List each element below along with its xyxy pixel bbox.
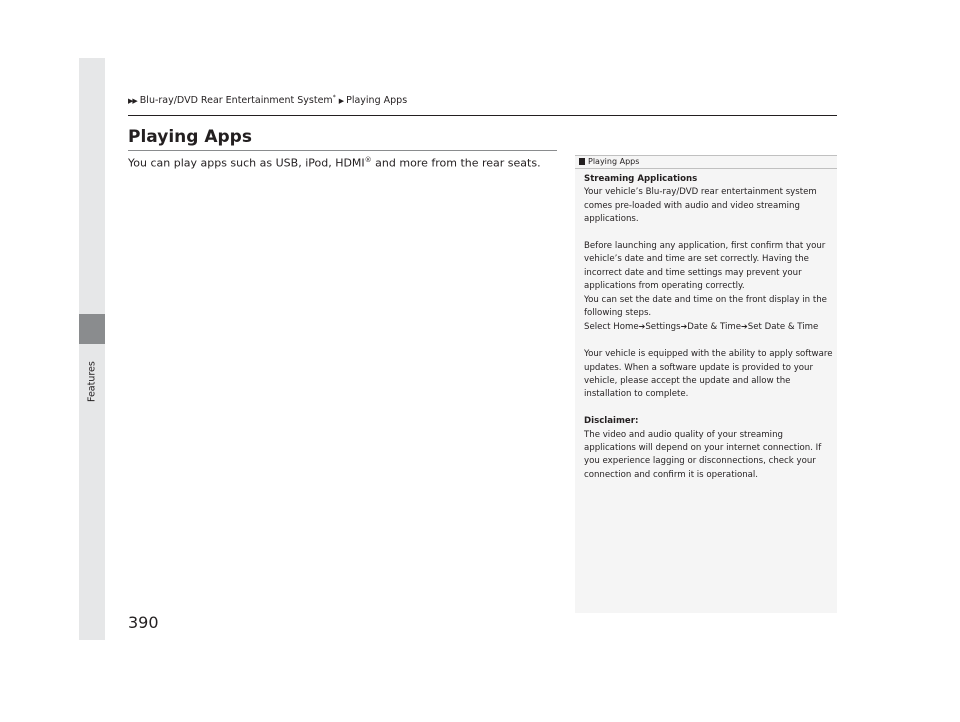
page-title: Playing Apps	[128, 127, 252, 147]
breadcrumb-separator-icon: ▶	[338, 97, 344, 106]
arrow-icon: ➔	[741, 322, 748, 332]
sidebar-header	[575, 155, 837, 169]
breadcrumb-marker-icon: ▶▶	[128, 97, 137, 106]
note-marker-icon	[579, 158, 585, 165]
settings-path	[584, 320, 834, 334]
arrow-icon: ➔	[638, 322, 646, 332]
sidebar-heading: Streaming Applications	[584, 174, 698, 184]
disclaimer-heading: Disclaimer:	[584, 416, 639, 427]
breadcrumb	[128, 94, 407, 106]
side-index-bar	[79, 58, 105, 640]
path-step: Date & Time	[687, 322, 742, 333]
breadcrumb-asterisk: *	[332, 94, 336, 101]
body-text-end: and more from the rear seats.	[371, 156, 541, 170]
title-underline	[128, 150, 557, 151]
body-text-start: You can play apps such as USB, iPod, HDMI	[128, 156, 365, 170]
body-paragraph	[128, 156, 568, 170]
sidebar-paragraph: You can set the date and time on the front display in the following steps.	[584, 294, 827, 319]
section-tab-label: Features	[86, 361, 98, 403]
breadcrumb-page[interactable]: Playing Apps	[346, 95, 408, 107]
path-step: Settings	[645, 322, 681, 333]
sidebar-paragraph: Your vehicle is equipped with the ability to apply software updates. When a software update is provided to your vehicle, please accept the update and allow the installation to complete.	[584, 349, 833, 400]
arrow-icon: ➔	[680, 322, 688, 332]
path-prefix: Select Home	[584, 322, 639, 333]
sidebar-content	[584, 173, 834, 482]
sidebar-paragraph: Your vehicle’s Blu-ray/DVD rear entertainment system comes pre-loaded with audio and video streaming applications.	[584, 187, 817, 225]
sidebar-note	[575, 155, 837, 613]
breadcrumb-section[interactable]: Blu-ray/DVD Rear Entertainment System	[139, 95, 333, 107]
sidebar-header-title: Playing Apps	[588, 157, 640, 166]
trademark-symbol: ®	[364, 156, 372, 164]
path-step: Set Date & Time	[747, 322, 819, 333]
sidebar-paragraph: The video and audio quality of your streaming applications will depend on your internet connection. If you experience lagging or disconnections, check your connection and confirm it is operational.	[584, 429, 822, 480]
page-number: 390	[128, 613, 159, 632]
header-rule	[128, 115, 837, 116]
section-tab-marker	[79, 314, 105, 344]
sidebar-paragraph: Before launching any application, first confirm that your vehicle’s date and time are set correctly. Having the incorrect date and time settings may prevent your applications from operating correctly.	[584, 241, 826, 292]
